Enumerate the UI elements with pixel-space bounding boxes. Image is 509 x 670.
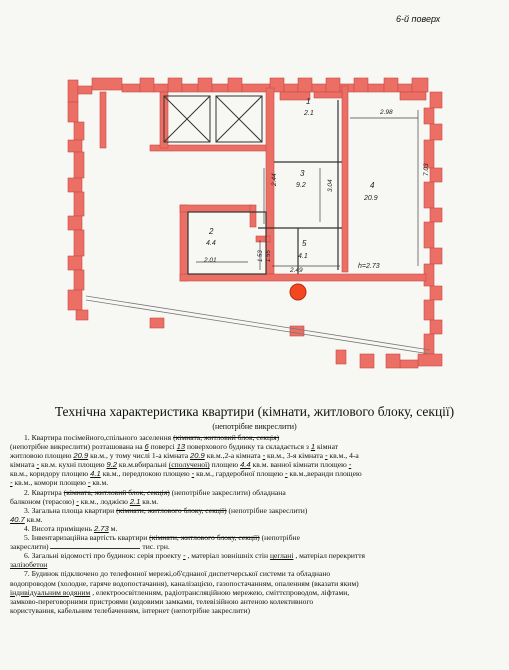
walls-value: цеглані — [269, 551, 294, 561]
dimension-label: 7.03 — [423, 163, 430, 176]
blank-value: - — [262, 451, 266, 461]
text-span: 6. Загальні відомості про будинок: серія проекту — [24, 551, 182, 561]
text-span: тис. грн. — [142, 542, 170, 552]
text-span: кімнат — [316, 442, 339, 452]
blank-value: - — [10, 478, 13, 488]
text-span: кв.м., 3-я кімната — [267, 451, 324, 461]
floors-total-value: 13 — [176, 442, 186, 452]
item-1-line — [10, 460, 498, 469]
text-span: кв.м. — [142, 496, 159, 506]
blank-value: - — [76, 496, 79, 506]
room-2-label: 2 — [209, 227, 214, 236]
loggia-value: 2.1 — [129, 496, 141, 506]
text-span: житловою площею — [10, 451, 72, 461]
struck-text: (кімнати, житлового блоку, секції) — [149, 533, 260, 543]
dimension-lines — [196, 110, 418, 270]
text-span: кв.м., гардеробної площею — [196, 469, 284, 479]
item-7-line — [10, 606, 498, 615]
text-span: 4. Висота приміщень — [24, 523, 93, 533]
text-span: (непотрібне закреслити) — [228, 505, 308, 515]
text-span: кв.м.вбиральні — [118, 460, 167, 470]
room-1-label: 1 — [306, 97, 311, 106]
text-span: поверхового будинку та складається з — [186, 442, 309, 452]
text-span: 1. Квартира посімейного,спільного заселення — [24, 433, 172, 442]
blank-value: - — [183, 551, 186, 561]
text-span: поверсі — [150, 442, 175, 452]
text-span: 2. Квартира — [24, 487, 62, 497]
exterior-walls — [68, 78, 442, 368]
room-5-label: 5 — [302, 239, 307, 248]
heating-type-value: індивідуальним водяним — [10, 587, 91, 597]
ceiling-height-label: h=2.73 — [358, 263, 380, 270]
text-span: (непотрібне викреслити) розташована на — [10, 442, 143, 452]
text-span: закреслити) — [10, 542, 49, 552]
text-span: (непотрібне закреслити) обладнана — [171, 487, 286, 497]
dimension-label: 2.44 — [271, 173, 278, 186]
item-2-line — [10, 497, 498, 506]
room-2-area: 4.4 — [206, 240, 216, 247]
blank-value: - — [348, 460, 352, 470]
rooms-count-value: 1 — [310, 442, 316, 452]
blank-value: - — [36, 460, 40, 470]
room-4-label: 4 — [370, 181, 375, 190]
room-4-area: 20.9 — [364, 195, 378, 202]
living-area-value: 20.9 — [73, 451, 89, 461]
text-span: (непотрібне — [261, 533, 300, 543]
room-1-area: 2.1 — [304, 110, 314, 117]
struck-text: (кімната, житловий блок, секція) — [173, 433, 280, 442]
blank-value: - — [324, 451, 328, 461]
blank-value: - — [284, 469, 288, 479]
document-title: Технічна характеристика квартири (кімнати, житлового блоку, секції) — [54, 404, 455, 419]
corridor-value: 4.1 — [90, 469, 101, 479]
item-5-line — [10, 542, 498, 551]
item-6-line — [10, 551, 498, 560]
blank-value: - — [87, 478, 91, 488]
text-span: кв.м., лоджією — [80, 496, 128, 506]
text-span: кв.м. ванної кімнати площею — [252, 460, 347, 470]
text-span: кв.м., 4-а — [329, 451, 359, 461]
elevator-shafts — [164, 96, 262, 142]
item-7-line — [10, 579, 498, 588]
text-span: м. — [110, 523, 118, 533]
text-span: кв.м. — [26, 514, 43, 524]
item-1-line — [10, 469, 498, 478]
item-1-line — [10, 478, 498, 487]
text-span: замково-переговорними пристроями (кодовими замками, телевізійною антеною колективного — [10, 596, 314, 606]
dimension-label: 1.53 — [258, 250, 264, 262]
dimension-label: 2.01 — [204, 257, 217, 264]
text-span: кв.м., комори площею — [14, 478, 86, 488]
text-span: площею — [211, 460, 239, 470]
item-2-line — [10, 488, 498, 497]
item-7-line — [10, 569, 498, 578]
room-3-area: 9.2 — [296, 182, 306, 189]
room-3-label: 3 — [300, 169, 305, 178]
item-3-line — [10, 506, 498, 515]
item-7-line — [10, 588, 498, 597]
floor-label: 6-й поверх — [396, 14, 441, 24]
blank-field — [50, 548, 140, 549]
document-subtitle: (непотрібне викреслити) — [212, 422, 297, 431]
height-value: 2.73 — [93, 523, 109, 533]
text-span: кв.м.,2-а кімната — [206, 451, 261, 461]
text-span: кв.м., у тому числі 1-а кімната — [90, 451, 189, 461]
text-span: балконом (терасою) — [10, 496, 75, 506]
text-span: кімната — [10, 460, 35, 470]
dimension-label: 3.04 — [327, 179, 334, 192]
blank-value: - — [191, 469, 195, 479]
room-5-area: 4.1 — [298, 253, 308, 260]
text-span: 3. Загальна площа квартири — [24, 505, 115, 515]
text-span: кв.м., коридору площею — [10, 469, 89, 479]
text-span: користування, кабельним телебаченням, інтернет (непотрібне закреслити) — [10, 605, 251, 615]
item-6-line — [10, 560, 498, 569]
dimension-label: 2.98 — [380, 109, 393, 116]
floor-slab-value: залізобетон — [10, 560, 48, 570]
text-span: 5. Інвентаризаційна вартість квартири — [24, 533, 148, 543]
dimension-label: 1.55 — [266, 250, 272, 262]
text-span: кв.м., передпокою площею — [102, 469, 190, 479]
text-span: 7. Будинок підключено до телефонної мережі,об'єднаної диспетчерської системи та обладнано — [24, 569, 331, 579]
text-span: водопроводом (холодне, гаряче водопостачання), каналізацією, газопостачанням, опаленням (вказати яким) — [10, 578, 359, 588]
text-span: , електроосвітленням, радіотрансляційною мережею, сміттєпроводом, ліфтами, — [92, 587, 350, 597]
text-span: кв.м.,веранди площею — [289, 469, 362, 479]
item-1-line — [10, 442, 498, 451]
room1-value: 20.9 — [190, 451, 205, 461]
text-span: кв.м. кухні площею — [40, 460, 105, 470]
item-5-line — [10, 533, 498, 542]
characteristics-text — [10, 433, 498, 615]
item-1-line — [10, 451, 498, 460]
item-1-line — [10, 433, 498, 442]
text-span: , матеріал перекриття — [295, 551, 365, 561]
item-7-line — [10, 597, 498, 606]
item-3-line — [10, 515, 498, 524]
entrance-marker — [290, 284, 306, 300]
struck-text: (кімната, житловий блок, секція) — [63, 487, 170, 497]
kitchen-value: 9.2 — [106, 460, 118, 470]
combined-text: (сполученої) — [168, 460, 210, 470]
text-span: кв.м. — [92, 478, 109, 488]
text-span: , матеріал зовнішніх стін — [187, 551, 269, 561]
dimension-label: 2.49 — [290, 267, 303, 274]
struck-text: (кімнати, житлового блоку, секції) — [116, 505, 227, 515]
floor-value: 6 — [144, 442, 149, 452]
total-area-value: 40.7 — [10, 514, 25, 524]
bathroom-value: 4.4 — [240, 460, 251, 470]
item-4-line — [10, 524, 498, 533]
